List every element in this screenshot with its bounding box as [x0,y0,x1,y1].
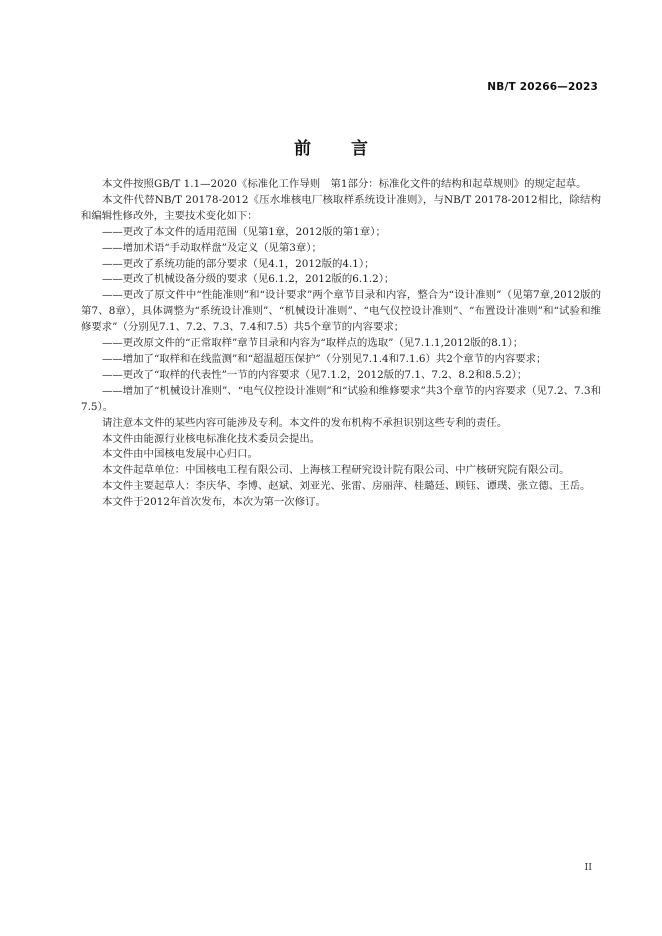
paragraph-history: 本文件于2012年首次发布，本次为第一次修订。 [102,496,326,509]
change-item-design-criteria: ——更改了原文件中“性能准则”和“设计要求”两个章节目录和内容，整合为“设计准则”（见第7章,2012版的第7、8章），具体调整为“系统设计准则”、“机械设计准则”、“电气仪控设计准则”、“布置设计准则”和“试验和维修要求”（分别见7.1、7.2、7.3、7.4和7.5）共5个章节的内容要求； [81,289,601,334]
paragraph-patent-notice: 请注意本文件的某些内容可能涉及专利。本文件的发布机构不承担识别这些专利的责任。 [102,416,508,429]
paragraph-replacement: 本文件代替NB/T 20178-2012《压水堆核电厂核取样系统设计准则》，与NB/T 20178-2012相比，除结构和编辑性修改外，主要技术变化如下： [81,193,601,222]
standard-number-header: NB/T 20266—2023 [487,81,598,93]
page-title: 前言 [294,139,408,159]
change-item-monitoring: ——增加了“取样和在线监测”和“超温超压保护”（分别见7.1.4和7.1.6）共2个章节的内容要求； [102,352,547,365]
paragraph-proposer: 本文件由能源行业核电标准化技术委员会提出。 [102,432,321,445]
change-item-classification: ——更改了机械设备分级的要求（见6.1.2，2012版的6.1.2）； [102,273,395,286]
change-item-scope: ——更改了本文件的适用范围（见第1章，2012版的第1章）； [102,225,386,238]
paragraph-drafting-units: 本文件起草单位：中国核电工程有限公司、上海核工程研究设计院有限公司、中广核研究院有限公司。 [102,464,570,477]
change-item-term: ——增加术语“手动取样盘”及定义（见第3章）； [102,241,322,254]
change-item-sampling-point: ——更改原文件的“正常取样”章节目录和内容为“取样点的选取”（见7.1.1,2012版的8.1）； [102,337,524,350]
paragraph-drafting-rules: 本文件按照GB/T 1.1—2020《标准化工作导则 第1部分：标准化文件的结构和起草规则》的规定起草。 [102,178,587,190]
paragraph-administrator: 本文件由中国核电发展中心归口。 [102,448,258,461]
change-item-representativeness: ——更改了“取样的代表性”一节的内容要求（见7.1.2，2012版的7.1、7.2、8.2和8.5.2）； [102,368,528,381]
foreword-body [81,177,601,511]
change-item-added-sections: ——增加了“机械设计准则”、“电气仪控设计准则”和“试验和维修要求”共3个章节的内容要求（见7.2、7.3和7.5）。 [81,384,601,413]
paragraph-drafters: 本文件主要起草人：李庆华、李博、赵斌、刘亚光、张雷、房丽萍、桂璐廷、顾钰、谭璞、张立德、王岳。 [102,480,591,493]
change-item-function: ——更改了系统功能的部分要求（见4.1，2012版的4.1）； [102,257,375,270]
page-number: II [584,862,592,873]
